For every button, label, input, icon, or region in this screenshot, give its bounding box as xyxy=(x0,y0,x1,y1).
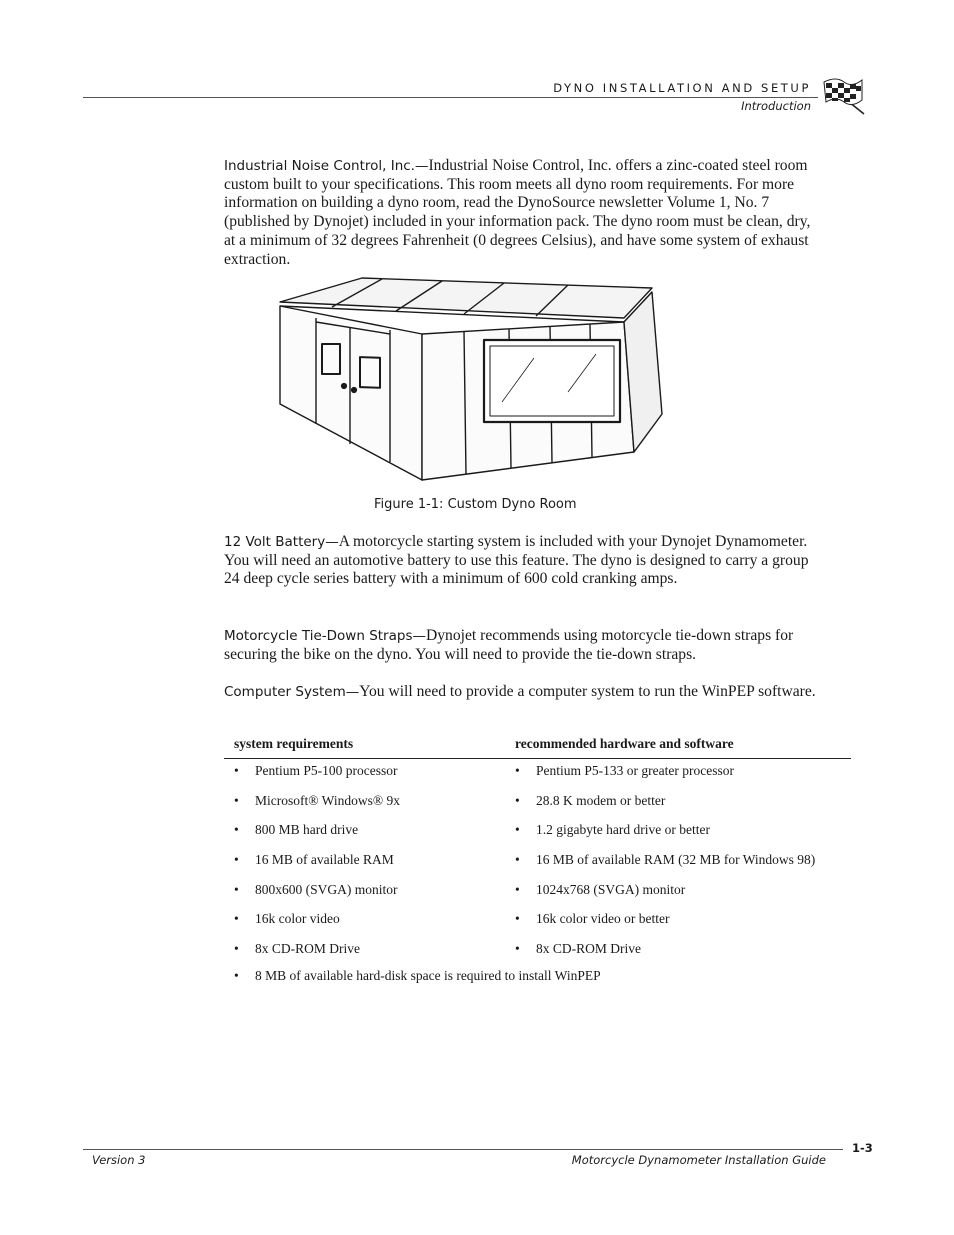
bullet: • xyxy=(515,941,520,957)
bullet: • xyxy=(515,852,520,868)
footer-version: Version 3 xyxy=(92,1153,146,1167)
dyno-room-illustration xyxy=(272,274,672,486)
list-item-text: 16 MB of available RAM xyxy=(255,852,394,868)
paragraph-lead: Industrial Noise Control, Inc.— xyxy=(224,158,429,174)
paragraph-12-volt-battery xyxy=(224,533,824,589)
list-item-text: 28.8 K modem or better xyxy=(536,792,666,808)
paragraph-industrial-noise-control xyxy=(224,157,824,269)
bullet: • xyxy=(515,792,520,808)
page-number: 1-3 xyxy=(852,1141,873,1155)
paragraph-tie-down-straps xyxy=(224,627,834,664)
list-item-text: 8x CD-ROM Drive xyxy=(255,941,360,957)
paragraph-body: Industrial Noise Control, Inc. offers a zinc-coated steel room custom built to your specifications. This room meets all dyno room requirements. For more information on building a dyno room, read the DynoSource newsletter Volume 1, No. 7 (published by Dynojet) included in your information pack. The dyno room must be clean, dry, at a minimum of 32 degrees Fahrenheit (0 degrees Celsius), and have some system of exhaust extraction. xyxy=(224,157,811,268)
bullet: • xyxy=(234,941,239,957)
bullet: • xyxy=(515,763,520,778)
list-item-text: Microsoft® Windows® 9x xyxy=(255,792,400,808)
bullet: • xyxy=(234,881,239,897)
list-item-text: 800x600 (SVGA) monitor xyxy=(255,881,398,897)
list-item-text: Pentium P5-100 processor xyxy=(255,763,398,778)
bullet: • xyxy=(515,822,520,838)
list-item-text: 8x CD-ROM Drive xyxy=(536,941,641,957)
bullet: • xyxy=(515,911,520,927)
bullet: • xyxy=(234,763,239,778)
paragraph-body: You will need to provide a computer system to run the WinPEP software. xyxy=(359,683,816,700)
paragraph-body: Dynojet recommends using motorcycle tie-down straps for securing the bike on the dyno. You will need to provide the tie-down straps. xyxy=(224,627,794,663)
list-item-text: 1024x768 (SVGA) monitor xyxy=(536,881,686,897)
paragraph-lead: 12 Volt Battery— xyxy=(224,534,339,550)
paragraph-computer-system xyxy=(224,683,824,702)
header-rule xyxy=(83,97,818,98)
bullet: • xyxy=(234,792,239,808)
paragraph-lead: Motorcycle Tie-Down Straps— xyxy=(224,628,426,644)
list-item-text: Pentium P5-133 or greater processor xyxy=(536,763,734,778)
figure-caption: Figure 1-1: Custom Dyno Room xyxy=(374,497,577,512)
bullet: • xyxy=(234,852,239,868)
list-item-text: 800 MB hard drive xyxy=(255,822,359,838)
paragraph-lead: Computer System— xyxy=(224,684,360,700)
checkered-flag-icon xyxy=(818,74,868,116)
list-item-text: 16k color video xyxy=(255,911,340,927)
table-header-recommended: recommended hardware and software xyxy=(515,736,734,751)
bullet: • xyxy=(515,881,520,897)
bullet: • xyxy=(234,822,239,838)
running-header-subsection: Introduction xyxy=(741,99,811,113)
footer-guide-title: Motorcycle Dynamometer Installation Guide xyxy=(571,1153,826,1167)
table-header-rule xyxy=(224,758,851,759)
table-header-system-requirements: system requirements xyxy=(234,736,354,751)
list-item-text: 1.2 gigabyte hard drive or better xyxy=(536,822,710,838)
running-header-title: DYNO INSTALLATION AND SETUP xyxy=(553,81,811,95)
list-item-text: 16k color video or better xyxy=(536,911,670,927)
bullet: • xyxy=(234,968,239,983)
list-item-text: 8 MB of available hard-disk space is required to install WinPEP xyxy=(255,968,601,983)
bullet: • xyxy=(234,911,239,927)
footer-rule xyxy=(83,1149,843,1150)
list-item-text: 16 MB of available RAM (32 MB for Windows 98) xyxy=(536,852,816,868)
paragraph-body: A motorcycle starting system is included with your Dynojet Dynamometer. You will need an automotive battery to use this feature. The dyno is designed to carry a group 24 deep cycle series battery with a minimum of 600 cold cranking amps. xyxy=(224,533,809,588)
